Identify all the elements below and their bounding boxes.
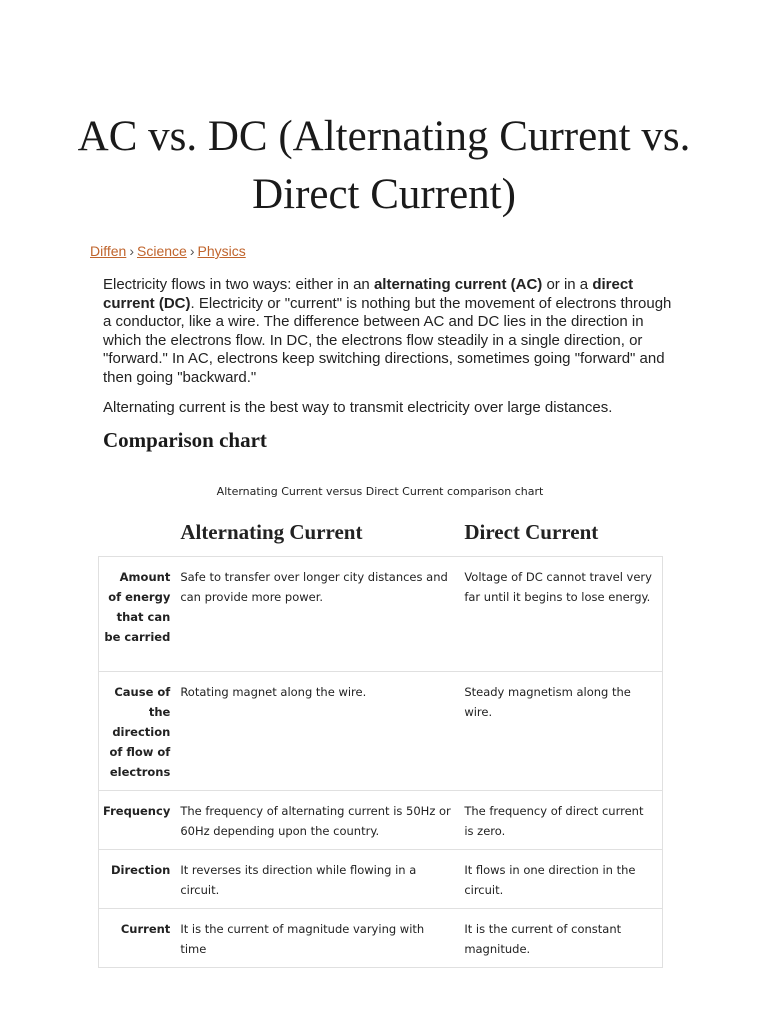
table-header-dc: Direct Current <box>464 520 599 544</box>
row-label: Amount of energy that can be carried <box>99 557 177 672</box>
row-label: Current <box>99 909 177 968</box>
intro-bold-ac: alternating current (AC) <box>373 276 543 293</box>
row-label: Frequency <box>99 791 177 850</box>
row-label: Direction <box>99 850 177 909</box>
table-header-row <box>99 508 663 557</box>
table-row <box>99 850 663 909</box>
cell-ac: Safe to transfer over longer city distances and can provide more power. <box>176 557 460 672</box>
cell-ac: It reverses its direction while flowing in a circuit. <box>176 850 460 909</box>
intro-text: Electricity flows in two ways: either in an <box>103 276 374 293</box>
cell-ac: It is the current of magnitude varying with time <box>176 909 460 968</box>
table-row <box>99 672 663 791</box>
breadcrumb-separator: › <box>129 243 134 259</box>
intro-bold-dc: direct current (DC) <box>103 276 634 312</box>
breadcrumb-link-diffen[interactable]: Diffen <box>90 243 127 259</box>
intro-text: . Electricity or "current" is nothing but the movement of electrons through a conductor, like a wire. The difference between AC and DC lies in the direction in which the electrons flow. In DC, the electrons flow steadily in a single direction, or "forward." In AC, electrons keep switching directions, sometimes going "forward" and then going "backward." <box>103 294 672 386</box>
row-label: Cause of the direction of flow of electrons <box>99 672 177 791</box>
body-paragraph: Alternating current is the best way to transmit electricity over large distances. <box>103 399 613 416</box>
cell-dc: It flows in one direction in the circuit. <box>460 850 662 909</box>
breadcrumb-separator: › <box>189 243 195 259</box>
table-header-ac: Alternating Current <box>180 520 363 544</box>
breadcrumb-link-physics[interactable]: Physics <box>197 243 246 259</box>
table-row <box>99 557 663 672</box>
cell-dc: Voltage of DC cannot travel very far until it begins to lose energy. <box>460 557 662 672</box>
table-row <box>99 909 663 968</box>
breadcrumb <box>90 243 246 259</box>
cell-ac: Rotating magnet along the wire. <box>176 672 460 791</box>
table-header-empty <box>99 508 177 557</box>
comparison-table <box>98 508 663 968</box>
intro-paragraph <box>103 276 673 387</box>
breadcrumb-link-science[interactable]: Science <box>137 243 187 259</box>
section-heading: Comparison chart <box>103 428 267 452</box>
table-row <box>99 791 663 850</box>
table-caption: Alternating Current versus Direct Current comparison chart <box>216 485 544 498</box>
cell-dc: It is the current of constant magnitude. <box>460 909 662 968</box>
page-title: AC vs. DC (Alternating Current vs. Direct Current) <box>77 113 691 218</box>
cell-ac: The frequency of alternating current is 50Hz or 60Hz depending upon the country. <box>176 791 460 850</box>
cell-dc: Steady magnetism along the wire. <box>460 672 662 791</box>
intro-text: or in a <box>542 276 593 293</box>
cell-dc: The frequency of direct current is zero. <box>460 791 662 850</box>
